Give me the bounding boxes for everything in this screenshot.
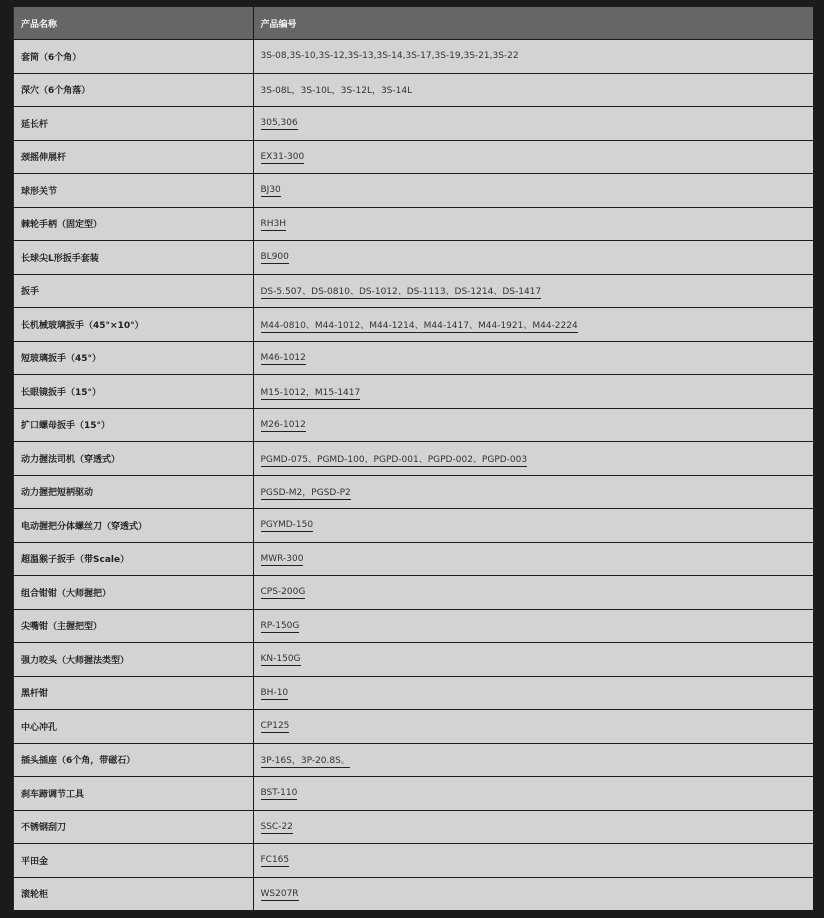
product-name-cell: 滚轮柜 <box>14 877 253 911</box>
product-code-cell <box>253 643 813 677</box>
product-name-cell: 黑杆钳 <box>14 676 253 710</box>
product-code-cell <box>253 308 813 342</box>
table-row <box>14 107 813 141</box>
table-row <box>14 743 813 777</box>
product-code-cell <box>253 777 813 811</box>
product-code-cell <box>253 442 813 476</box>
table-row <box>14 509 813 543</box>
product-name-cell: 长机械玻璃扳手（45°×10°） <box>14 308 253 342</box>
product-code-link[interactable]: BH-10 <box>260 687 289 698</box>
product-code-text: 3S-08L，3S-10L，3S-12L，3S-14L <box>260 86 413 97</box>
product-name-cell: 刹车蹄调节工具 <box>14 777 253 811</box>
product-table-container <box>13 7 813 911</box>
product-code-cell <box>253 207 813 241</box>
product-name-cell: 短玻璃扳手（45°） <box>14 341 253 375</box>
product-code-cell <box>253 107 813 141</box>
table-row <box>14 609 813 643</box>
product-name-cell: 中心冲孔 <box>14 710 253 744</box>
product-name-cell: 颈摇伸展杆 <box>14 140 253 174</box>
table-row <box>14 710 813 744</box>
product-code-link[interactable]: BL900 <box>260 252 289 263</box>
table-row <box>14 73 813 107</box>
product-name-cell: 平田金 <box>14 844 253 878</box>
product-name-cell: 延长杆 <box>14 107 253 141</box>
product-name-cell: 动力握法司机（穿透式） <box>14 442 253 476</box>
table-row <box>14 475 813 509</box>
product-code-link[interactable]: M46-1012 <box>260 352 306 363</box>
product-code-cell <box>253 375 813 409</box>
product-name-cell: 棘轮手柄（固定型） <box>14 207 253 241</box>
table-row <box>14 241 813 275</box>
table-row <box>14 40 813 74</box>
product-name-cell: 超温猴子扳手（带Scale） <box>14 542 253 576</box>
product-code-link[interactable]: WS207R <box>260 888 299 899</box>
product-code-cell <box>253 844 813 878</box>
product-code-cell <box>253 509 813 543</box>
table-row <box>14 877 813 911</box>
product-code-link[interactable]: M26-1012 <box>260 419 306 430</box>
product-code-link[interactable]: CP125 <box>260 721 290 732</box>
table-row <box>14 341 813 375</box>
table-body <box>14 40 813 911</box>
product-code-link[interactable]: SSC-22 <box>260 821 293 832</box>
product-table <box>14 7 813 911</box>
product-code-cell <box>253 810 813 844</box>
product-code-cell <box>253 542 813 576</box>
table-row <box>14 844 813 878</box>
product-code-link[interactable]: MWR-300 <box>260 553 304 564</box>
table-row <box>14 308 813 342</box>
table-row <box>14 576 813 610</box>
product-code-cell <box>253 743 813 777</box>
product-code-text: 3S-08,3S-10,3S-12,3S-13,3S-14,3S-17,3S-19,3S-21,3S-22 <box>260 51 519 62</box>
product-code-cell <box>253 73 813 107</box>
product-name-cell: 组合钳钳（大师握把） <box>14 576 253 610</box>
product-code-link[interactable]: CPS-200G <box>260 587 306 598</box>
header-product-name: 产品名称 <box>14 7 253 40</box>
product-code-cell <box>253 676 813 710</box>
product-code-link[interactable]: PGMD-075、PGMD-100、PGPD-001、PGPD-002、PGPD-003 <box>260 454 528 465</box>
product-code-cell <box>253 576 813 610</box>
product-code-cell <box>253 40 813 74</box>
product-code-link[interactable]: M15-1012，M15-1417 <box>260 387 361 398</box>
product-code-cell <box>253 140 813 174</box>
product-name-cell: 长眼镜扳手（15°） <box>14 375 253 409</box>
product-name-cell: 扳手 <box>14 274 253 308</box>
table-row <box>14 810 813 844</box>
product-code-cell <box>253 174 813 208</box>
product-name-cell: 长球尖L形扳手套装 <box>14 241 253 275</box>
product-code-cell <box>253 274 813 308</box>
product-name-cell: 球形关节 <box>14 174 253 208</box>
header-product-code: 产品编号 <box>253 7 813 40</box>
product-code-link[interactable]: RH3H <box>260 218 287 229</box>
product-code-link[interactable]: M44-0810、M44-1012、M44-1214、M44-1417、M44-1921、M44-2224 <box>260 320 578 331</box>
product-code-link[interactable]: BJ30 <box>260 185 281 196</box>
product-name-cell: 不锈钢刮刀 <box>14 810 253 844</box>
product-code-link[interactable]: BST-110 <box>260 788 298 799</box>
table-row <box>14 643 813 677</box>
product-name-cell: 尖嘴钳（主握把型） <box>14 609 253 643</box>
product-name-cell: 扩口螺母扳手（15°） <box>14 408 253 442</box>
product-code-link[interactable]: FC165 <box>260 855 290 866</box>
product-code-link[interactable]: KN-150G <box>260 654 301 665</box>
table-row <box>14 676 813 710</box>
product-code-link[interactable]: EX31-300 <box>260 151 305 162</box>
table-row <box>14 140 813 174</box>
product-code-link[interactable]: DS-5.507、DS-0810、DS-1012、DS-1113、DS-1214、DS-1417 <box>260 287 542 298</box>
product-code-cell <box>253 475 813 509</box>
table-row <box>14 174 813 208</box>
product-code-cell <box>253 341 813 375</box>
product-name-cell: 动力握把短柄驱动 <box>14 475 253 509</box>
product-code-link[interactable]: PGSD-M2，PGSD-P2 <box>260 488 351 499</box>
table-row <box>14 375 813 409</box>
product-name-cell: 电动握把分体螺丝刀（穿透式） <box>14 509 253 543</box>
product-code-cell <box>253 877 813 911</box>
table-row <box>14 442 813 476</box>
product-code-link[interactable]: PGYMD-150 <box>260 520 314 531</box>
product-code-cell <box>253 408 813 442</box>
product-code-link[interactable]: 3P-16S，3P-20.8S。 <box>260 756 350 767</box>
product-code-cell <box>253 241 813 275</box>
table-header-row <box>14 7 813 40</box>
product-name-cell: 插头插座（6个角，带磁石） <box>14 743 253 777</box>
table-row <box>14 274 813 308</box>
product-name-cell: 深穴（6个角落） <box>14 73 253 107</box>
product-code-link[interactable]: RP-150G <box>260 620 300 631</box>
table-row <box>14 777 813 811</box>
product-code-link[interactable]: 305,306 <box>260 118 298 129</box>
product-code-cell <box>253 609 813 643</box>
product-name-cell: 套筒（6个角） <box>14 40 253 74</box>
table-row <box>14 207 813 241</box>
table-row <box>14 542 813 576</box>
product-name-cell: 强力咬头（大师握法类型） <box>14 643 253 677</box>
table-row <box>14 408 813 442</box>
product-code-cell <box>253 710 813 744</box>
